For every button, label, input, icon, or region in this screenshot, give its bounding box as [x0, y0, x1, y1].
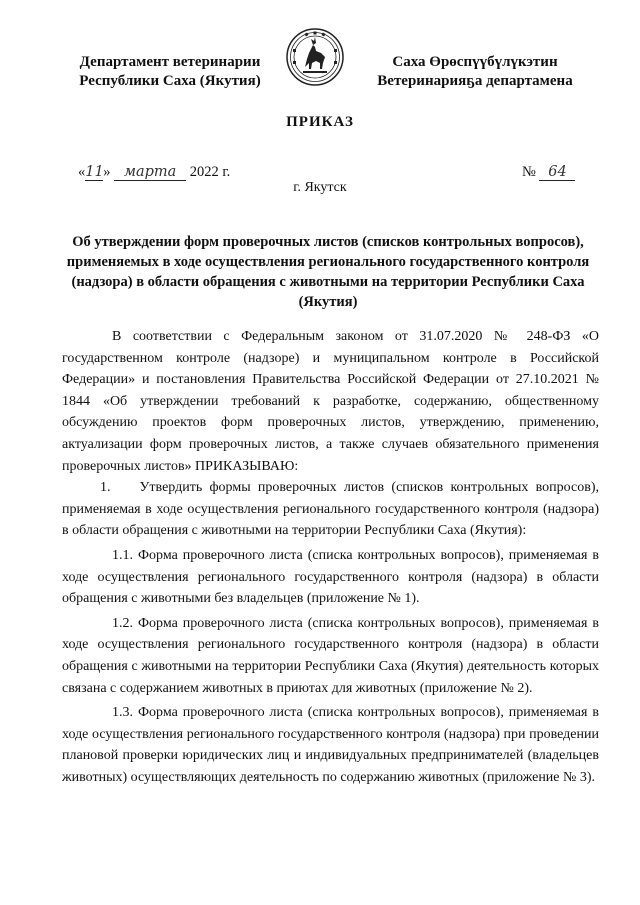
date-close-quote: »	[103, 164, 111, 180]
coat-of-arms-icon	[285, 27, 345, 87]
item-1-paragraph: 1. Утвердить формы проверочных листов (списков контрольных вопросов), применяемая в ходе осуществления регионального государственного контроля (надзора) в области обращения с животными на территории Республики Саха (Якутия):	[62, 480, 599, 539]
order-number	[522, 164, 575, 181]
number-label: №	[522, 164, 536, 180]
department-line-yakut-1: Саха Өрөспүүбүлүкэтин	[392, 54, 558, 70]
order-body	[62, 326, 599, 788]
order-subject: Об утверждении форм проверочных листов (списков контрольных вопросов), применяемых в ходе осуществления регионального государственного контроля (надзора) в области обращения с животными на территории Республики Саха (Якутия)	[66, 234, 590, 310]
date-year: 2022 г.	[189, 164, 231, 180]
item-1-2-paragraph: 1.2. Форма проверочного листа (списка контрольных вопросов), применяемая в ходе осуществления регионального государственного контроля (надзора) в области обращения с животными на территории Республики Саха (Якутия) деятельность которых связана с содержанием животных в приютах для животных (приложение № 2).	[62, 615, 599, 696]
department-name-yakut	[360, 53, 590, 91]
item-1-3-paragraph: 1.3. Форма проверочного листа (списка контрольных вопросов), применяемая в ходе осуществления регионального государственного контроля (надзора) при проведении плановой проверки юридических лиц и индивидуальных предпринимателей (владельцев животных) осуществляющих деятельность по содержанию животных (приложение № 3).	[62, 705, 599, 785]
item-1-1-paragraph: 1.1. Форма проверочного листа (списка контрольных вопросов), применяемая в ходе осуществления регионального государственного контроля (надзора) в области обращения с животными без владельцев (приложение № 1).	[62, 547, 599, 607]
department-line-2: Республики Саха (Якутия)	[79, 73, 261, 89]
department-line-1: Департамент ветеринарии	[79, 54, 261, 70]
date-day: 11	[85, 164, 104, 180]
document-title: ПРИКАЗ	[286, 114, 354, 130]
number-value: 64	[539, 165, 575, 181]
department-line-yakut-2: Ветеринарияҕа департамена	[377, 73, 573, 89]
department-name-russian	[60, 53, 280, 91]
intro-paragraph: В соответствии с Федеральным законом от 31.07.2020 № 248-ФЗ «О государственном контроле (надзоре) и муниципальном контроле в Российской Федерации» и постановления Правительства Российской Федерации от 27.10.2021 № 1844 «Об утверждении требований к разработке, содержанию, общественному обсуждению проектов форм проверочных листов, утверждению, применению, актуализации форм проверочных листов, а также случаев обязательного применения проверочных листов» ПРИКАЗЫВАЮ:	[62, 329, 599, 474]
city: г. Якутск	[293, 180, 347, 195]
date-open-quote: «	[78, 164, 86, 180]
date-month: марта	[114, 165, 186, 181]
order-date	[78, 164, 230, 181]
